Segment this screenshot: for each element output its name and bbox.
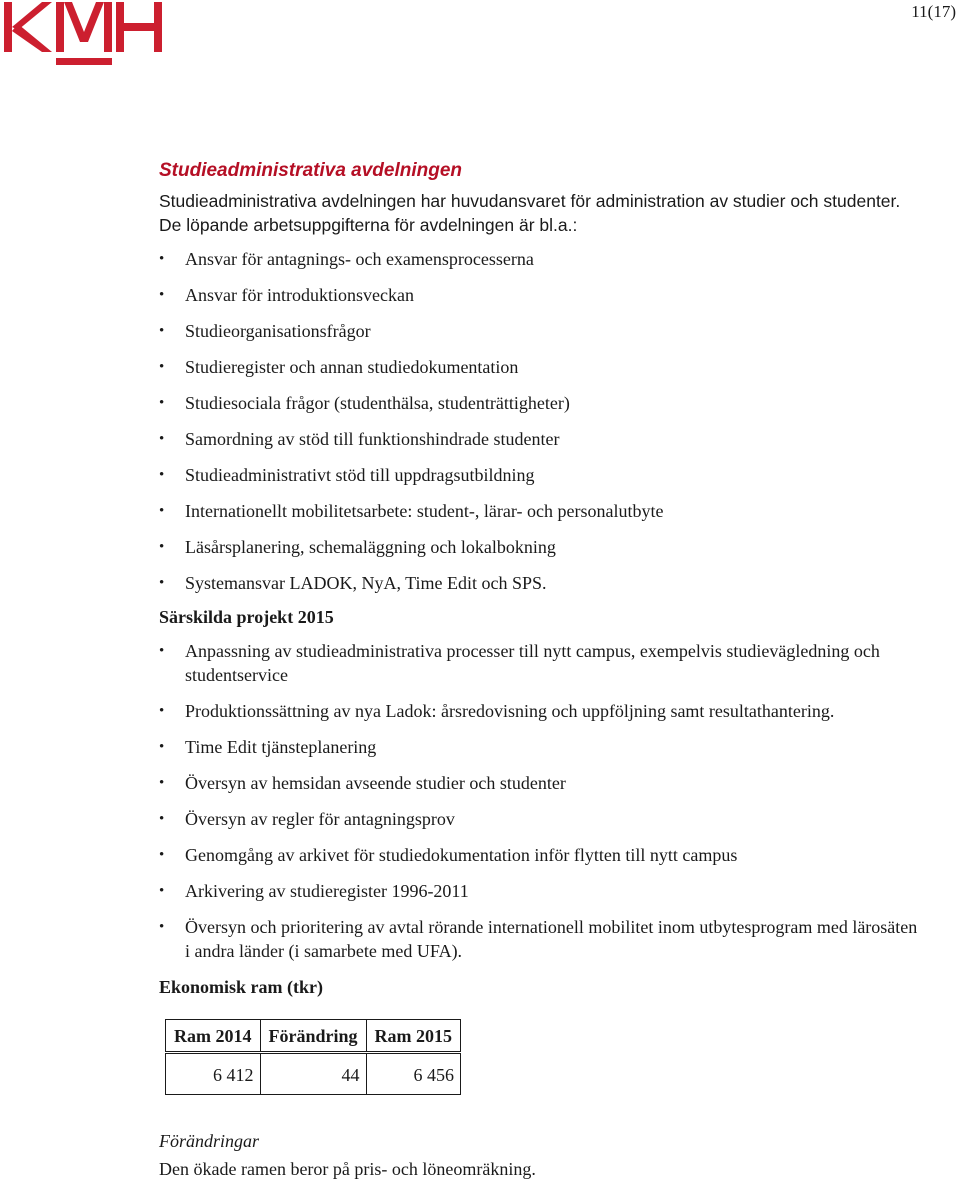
project-item [159, 915, 919, 963]
task-item [159, 355, 919, 391]
project-item-text: Produktionssättning av nya Ladok: årsredovisning och uppföljning samt resultathantering. [185, 701, 835, 721]
bullet-icon: • [159, 847, 165, 863]
task-item [159, 427, 919, 463]
task-item [159, 499, 919, 535]
task-item [159, 535, 919, 571]
project-item-text: Time Edit tjänsteplanering [185, 737, 377, 757]
budget-table [165, 1019, 461, 1095]
section-title: Studieadministrativa avdelningen [159, 160, 463, 181]
document-body [159, 159, 919, 1181]
bullet-icon: • [159, 503, 165, 519]
project-item [159, 879, 919, 903]
page-number: 11(17) [911, 2, 956, 21]
task-item-text: Läsårsplanering, schemaläggning och lokalbokning [185, 537, 556, 557]
budget-value-cell: 44 [260, 1053, 366, 1095]
task-item-text: Samordning av stöd till funktionshindrade studenter [185, 429, 560, 449]
bullet-icon: • [159, 811, 165, 827]
task-item-text: Studiesociala frågor (studenthälsa, studenträttigheter) [185, 393, 570, 413]
changes-title: Förändringar [159, 1131, 260, 1151]
task-item [159, 391, 919, 427]
task-item-text: Studieregister och annan studiedokumentation [185, 357, 519, 377]
bullet-icon: • [159, 575, 165, 591]
bullet-icon: • [159, 467, 165, 483]
project-item [159, 843, 919, 867]
budget-header-cell: Ram 2015 [366, 1020, 461, 1053]
changes-text: Den ökade ramen beror på pris- och löneomräkning. [159, 1159, 536, 1179]
bullet-icon: • [159, 883, 165, 899]
projects-title: Särskilda projekt 2015 [159, 607, 334, 627]
bullet-icon: • [159, 919, 165, 935]
bullet-icon: • [159, 395, 165, 411]
project-list [159, 639, 919, 963]
budget-header-cell: Ram 2014 [166, 1020, 261, 1053]
project-item-text: Arkivering av studieregister 1996-2011 [185, 881, 469, 901]
bullet-icon: • [159, 359, 165, 375]
task-item-text: Ansvar för introduktionsveckan [185, 285, 414, 305]
task-list [159, 247, 919, 607]
bullet-icon: • [159, 287, 165, 303]
budget-header-row [166, 1020, 461, 1053]
project-item-text: Översyn av regler för antagningsprov [185, 809, 455, 829]
task-item [159, 283, 919, 319]
task-item-text: Internationellt mobilitetsarbete: student-, lärar- och personalutbyte [185, 501, 664, 521]
project-item-text: Översyn av hemsidan avseende studier och studenter [185, 773, 566, 793]
bullet-icon: • [159, 431, 165, 447]
bullet-icon: • [159, 251, 165, 267]
project-item [159, 735, 919, 759]
task-item [159, 247, 919, 283]
bullet-icon: • [159, 703, 165, 719]
project-item-text: Anpassning av studieadministrativa processer till nytt campus, exempelvis studievägledning och studentservice [185, 641, 880, 685]
bullet-icon: • [159, 739, 165, 755]
project-item [159, 639, 919, 687]
project-item [159, 807, 919, 831]
project-item [159, 699, 919, 723]
kmh-logo [4, 2, 164, 66]
project-item-text: Genomgång av arkivet för studiedokumentation inför flytten till nytt campus [185, 845, 738, 865]
bullet-icon: • [159, 643, 165, 659]
budget-header-cell: Förändring [260, 1020, 366, 1053]
budget-title: Ekonomisk ram (tkr) [159, 977, 324, 997]
task-item-text: Studieorganisationsfrågor [185, 321, 371, 341]
bullet-icon: • [159, 539, 165, 555]
budget-data-row [166, 1053, 461, 1095]
project-item-text: Översyn och prioritering av avtal rörande internationell mobilitet inom utbytesprogram med lärosäten i andra länder (i samarbete med UFA). [185, 917, 918, 961]
budget-value-cell: 6 412 [213, 1065, 254, 1085]
budget-value-cell: 6 456 [366, 1053, 461, 1095]
bullet-icon: • [159, 323, 165, 339]
task-item-text: Studieadministrativt stöd till uppdragsutbildning [185, 465, 535, 485]
project-item [159, 771, 919, 795]
task-item [159, 319, 919, 355]
section-intro: Studieadministrativa avdelningen har huvudansvaret för administration av studier och studenter. De löpande arbetsuppgifterna för avdelningen är bl.a.: [159, 191, 901, 235]
task-item-text: Systemansvar LADOK, NyA, Time Edit och SPS. [185, 573, 547, 593]
task-item [159, 463, 919, 499]
task-item [159, 571, 919, 607]
bullet-icon: • [159, 775, 165, 791]
task-item-text: Ansvar för antagnings- och examensprocesserna [185, 249, 534, 269]
